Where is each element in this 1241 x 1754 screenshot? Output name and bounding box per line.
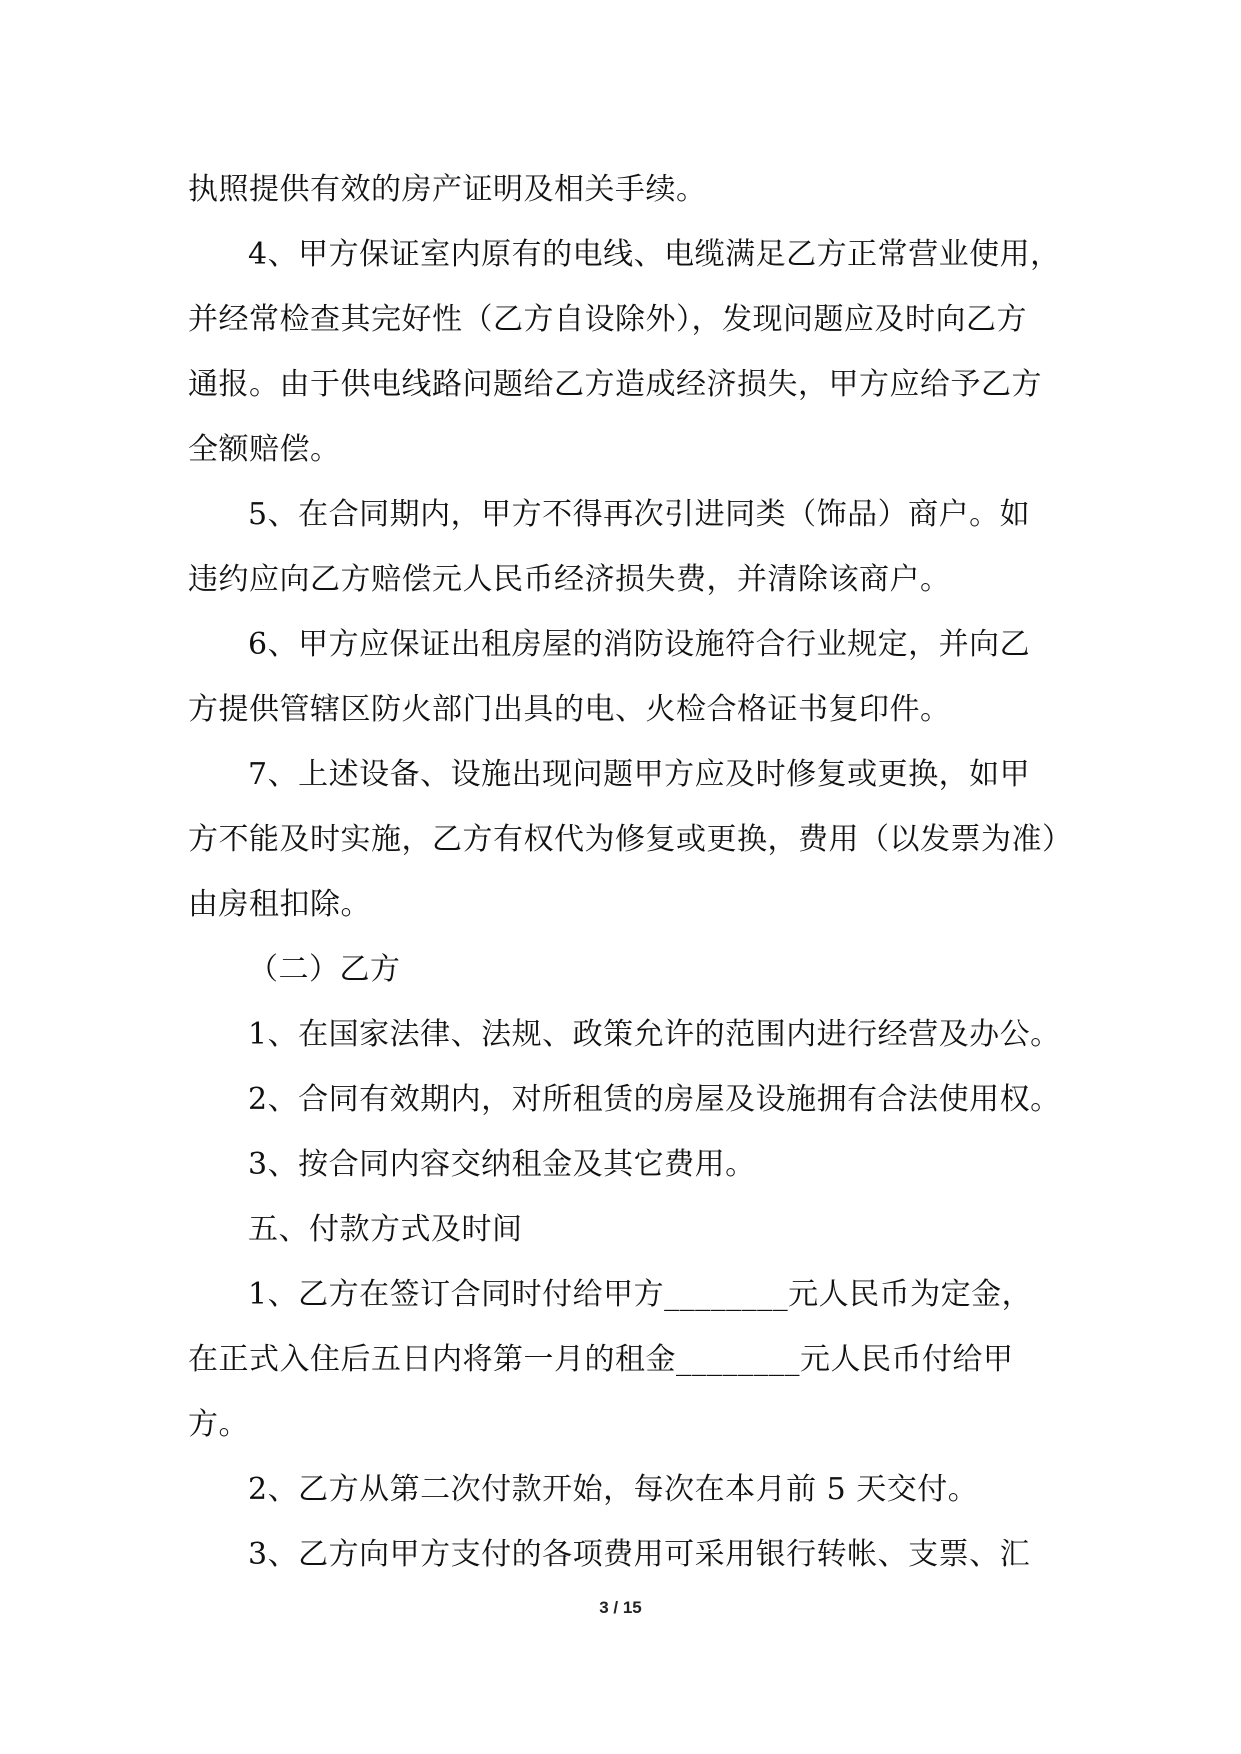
page-number: 3 / 15 [599,1598,642,1617]
clause-4-line-1: 4、甲方保证室内原有的电线、电缆满足乙方正常营业使用， [248,237,1061,272]
clause-4-line-2: 并经常检查其完好性（乙方自设除外），发现问题应及时向乙方 [188,302,1027,337]
payment-clause-2: 2、乙方从第二次付款开始，每次在本月前 5 天交付。 [248,1472,979,1507]
payment-clause-3-line-1: 3、乙方向甲方支付的各项费用可采用银行转帐、支票、汇 [248,1537,1031,1572]
clause-5-line-2: 违约应向乙方赔偿元人民币经济损失费，并清除该商户。 [188,562,951,597]
clause-6-line-1: 6、甲方应保证出租房屋的消防设施符合行业规定，并向乙 [248,627,1031,662]
clause-7-line-1: 7、上述设备、设施出现问题甲方应及时修复或更换，如甲 [248,757,1031,792]
clause-7-line-3: 由房租扣除。 [188,887,371,922]
clause-5-line-1: 5、在合同期内，甲方不得再次引进同类（饰品）商户。如 [248,497,1031,532]
party-b-clause-2: 2、合同有效期内，对所租赁的房屋及设施拥有合法使用权。 [248,1082,1061,1117]
payment-clause-1-line-2: 在正式入住后五日内将第一月的租金________元人民币付给甲 [188,1342,1014,1377]
clause-4-line-4: 全额赔偿。 [188,432,341,467]
section-heading-party-b: （二）乙方 [248,952,401,987]
payment-clause-1-line-3: 方。 [188,1407,249,1442]
clause-4-line-3: 通报。由于供电线路问题给乙方造成经济损失，甲方应给予乙方 [188,367,1042,402]
contract-body [188,157,1073,1587]
section-heading-payment: 五、付款方式及时间 [248,1212,523,1247]
clause-6-line-2: 方提供管辖区防火部门出具的电、火检合格证书复印件。 [188,692,951,727]
text-line: 执照提供有效的房产证明及相关手续。 [188,172,707,207]
party-b-clause-1: 1、在国家法律、法规、政策允许的范围内进行经营及办公。 [248,1017,1061,1052]
payment-clause-1-line-1: 1、乙方在签订合同时付给甲方________元人民币为定金， [248,1277,1033,1312]
clause-7-line-2: 方不能及时实施，乙方有权代为修复或更换，费用（以发票为准） [188,822,1073,857]
party-b-clause-3: 3、按合同内容交纳租金及其它费用。 [248,1147,756,1182]
